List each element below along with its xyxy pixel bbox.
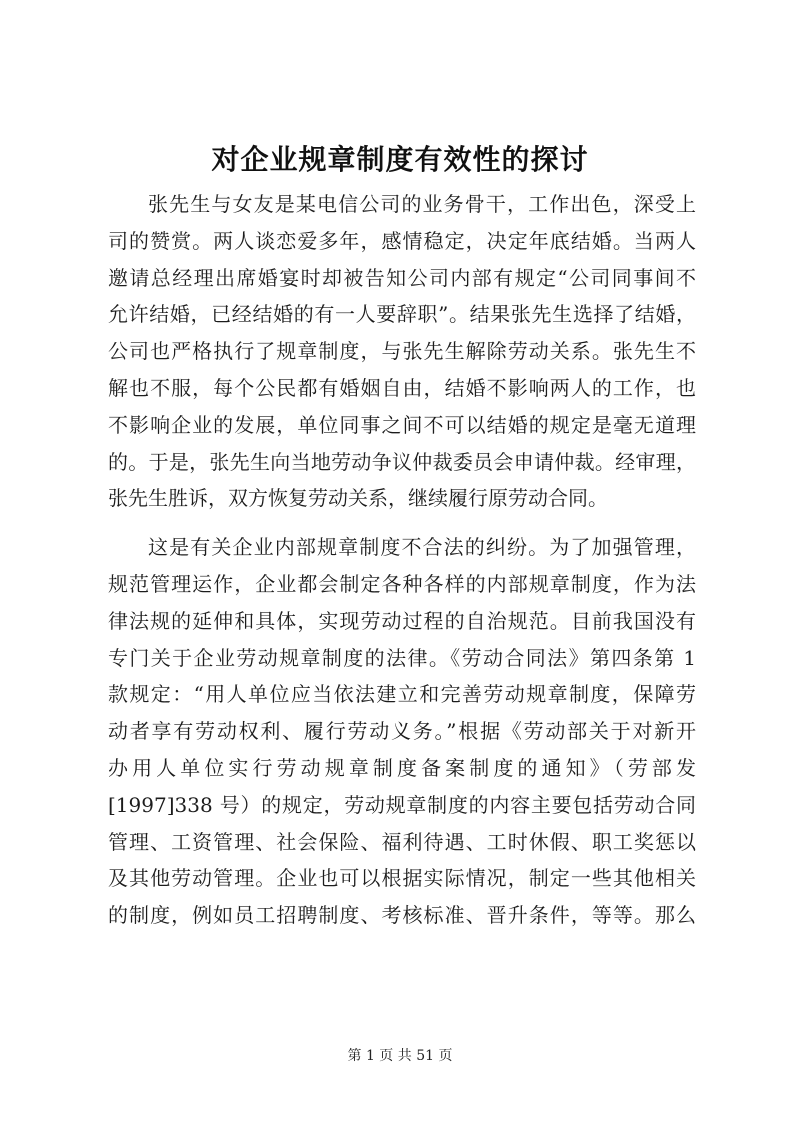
- text-line: 的制度，例如员工招聘制度、考核标准、晋升条件，等等。那么: [108, 903, 696, 928]
- text-line: 公司也严格执行了规章制度，与张先生解除劳动关系。张先生不: [108, 339, 696, 364]
- text-line: 动者享有劳动权利、履行劳动义务。”根据《劳动部关于对新开: [108, 719, 696, 744]
- paragraph-gap: [108, 517, 696, 529]
- text-line: 及其他劳动管理。企业也可以根据实际情况，制定一些其他相关: [108, 866, 696, 891]
- text-line: 管理、工资管理、社会保险、福利待遇、工时休假、职工奖惩以: [108, 829, 696, 854]
- text-line: [1997]338 号）的规定，劳动规章制度的内容主要包括劳动合同: [108, 792, 696, 817]
- text-line: 款规定：“用人单位应当依法建立和完善劳动规章制度，保障劳: [108, 682, 696, 707]
- page-title: 对企业规章制度有效性的探讨: [211, 143, 589, 176]
- paragraph-1: [108, 186, 696, 517]
- page-number-footer: 第 1 页 共 51 页: [347, 1048, 453, 1064]
- text-line: 张先生胜诉，双方恢复劳动关系，继续履行原劳动合同。: [108, 486, 608, 511]
- text-line: 规范管理运作，企业都会制定各种各样的内部规章制度，作为法: [108, 571, 696, 596]
- text-line: 允许结婚，已经结婚的有一人要辞职”。结果张先生选择了结婚，: [108, 302, 696, 327]
- text-line: 办用人单位实行劳动规章制度备案制度的通知》（劳部发: [108, 755, 696, 780]
- text-line: 张先生与女友是某电信公司的业务骨干，工作出色，深受上: [148, 192, 696, 216]
- text-line: 律法规的延伸和具体，实现劳动过程的自治规范。目前我国没有: [108, 608, 696, 633]
- text-line: 司的赞赏。两人谈恋爱多年，感情稳定，决定年底结婚。当两人: [108, 228, 696, 253]
- paragraph-2: [108, 529, 696, 934]
- text-line: 邀请总经理出席婚宴时却被告知公司内部有规定“公司同事间不: [108, 265, 696, 290]
- text-line: 这是有关企业内部规章制度不合法的纠纷。为了加强管理，: [148, 535, 696, 560]
- text-line: 的。于是，张先生向当地劳动争议仲裁委员会申请仲裁。经审理，: [108, 449, 696, 474]
- document-body: [108, 186, 696, 934]
- text-line: 不影响企业的发展，单位同事之间不可以结婚的规定是毫无道理: [108, 412, 696, 437]
- text-line: 专门关于企业劳动规章制度的法律。《劳动合同法》第四条第 1: [108, 645, 696, 670]
- text-line: 解也不服，每个公民都有婚姻自由，结婚不影响两人的工作，也: [108, 375, 696, 400]
